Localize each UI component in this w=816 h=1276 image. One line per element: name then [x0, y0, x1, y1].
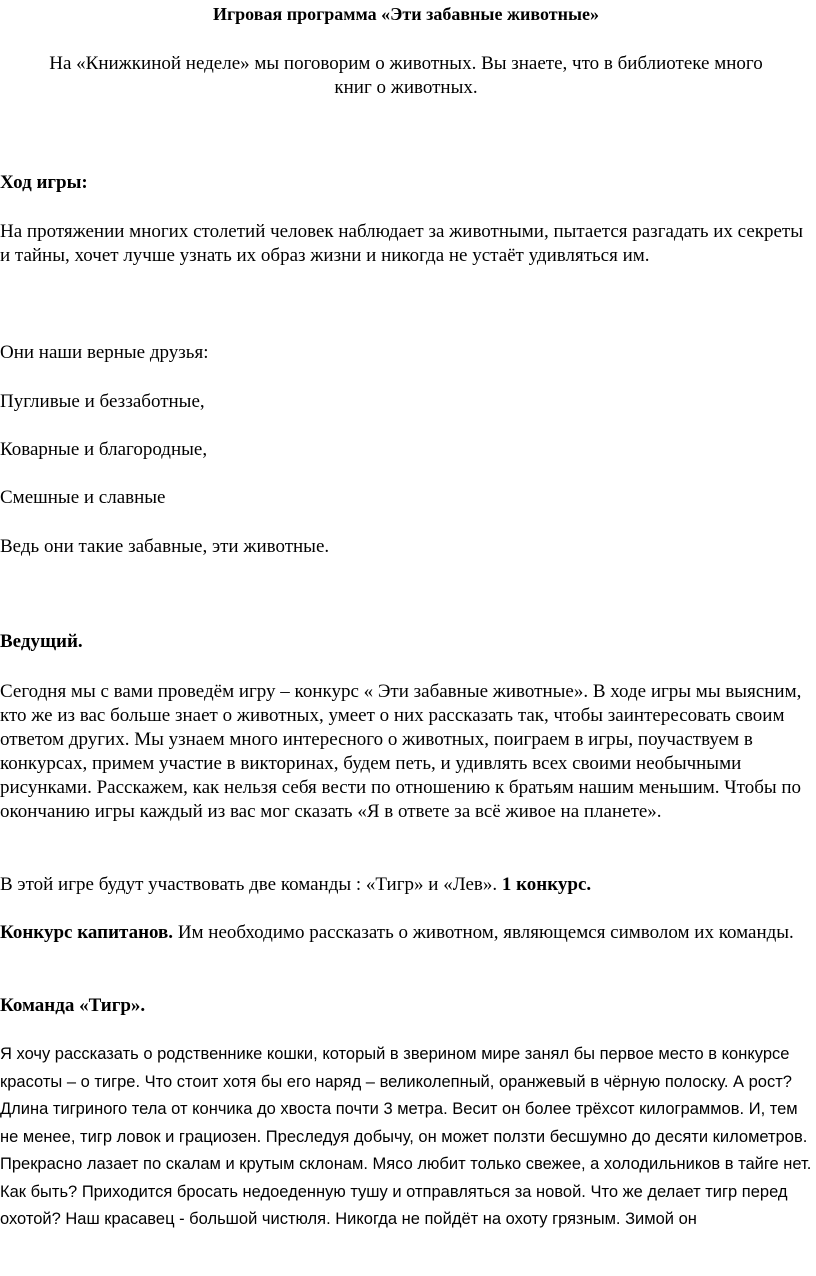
teams-text: В этой игре будут участвовать две команды : «Тигр» и «Лев».: [0, 874, 502, 895]
heading-host-text: Ведущий.: [0, 631, 83, 652]
paragraph-host: Сегодня мы с вами проведём игру – конкурс « Эти забавные животные». В ходе игры мы выясним, кто же из вас больше знает о животных, умеет о них рассказать так, чтобы заинтересовать своим ответом других. Мы узнаем много интересного о животных, поиграем в игры, поучаствуем в конкурсах, примем участие в викторинах, будем петь, и удивлять всех своими необычными рисунками. Расскажем, как нельзя себя вести по отношению к братьям нашим меньшим. Чтобы по окончанию игры каждый из вас мог сказать «Я в ответе за всё живое на планете».: [0, 681, 802, 822]
heading-host: [0, 630, 812, 654]
captains-text: Им необходимо рассказать о животном, являющемся символом их команды.: [173, 922, 794, 943]
poem-line-5: Ведь они такие забавные, эти животные.: [0, 536, 330, 557]
captains-contest-label: Конкурс капитанов.: [0, 922, 174, 943]
heading-game-flow-text: Ход игры:: [0, 172, 88, 193]
poem-line-1: Они наши верные друзья:: [0, 342, 209, 363]
contest-1-label: 1 конкурс.: [501, 874, 592, 895]
document-title: Игровая программа «Эти забавные животные»: [213, 4, 599, 24]
heading-team-tiger: [0, 994, 812, 1018]
paragraph-teams: [0, 873, 812, 897]
poem-line-2: Пугливые и беззаботные,: [0, 391, 205, 412]
paragraph-captains: [0, 921, 812, 945]
heading-team-tiger-text: Команда «Тигр».: [0, 995, 146, 1016]
poem-line-3: Коварные и благородные,: [0, 439, 208, 460]
tiger-story: Я хочу рассказать о родственнике кошки, который в зверином мире занял бы первое место в конкурсе красоты – о тигре. Что стоит хотя бы его наряд – великолепный, оранжевый в чёрную полоску. А рост? Длина тигриного тела от кончика до хвоста почти 3 метра. Весит он более трёхсот килограммов. И, тем не менее, тигр ловок и грациозен. Преследуя добычу, он может ползти бесшумно до десяти километров. Прекрасно лазает по скалам и крутым склонам. Мясо любит только свежее, а холодильников в тайге нет. Как быть? Приходится бросать недоеденную тушу и отправляться за новой. Что же делает тигр перед охотой? Наш красавец - большой чистюля. Никогда не пойдёт на охоту грязным. Зимой он: [0, 1045, 812, 1228]
poem-line-4: Смешные и славные: [0, 487, 166, 508]
intro-paragraph: [0, 52, 812, 100]
heading-game-flow: [0, 171, 812, 195]
intro-line-1: На «Книжкиной неделе» мы поговорим о животных. Вы знаете, что в библиотеке много: [49, 53, 763, 74]
paragraph-observation: На протяжении многих столетий человек наблюдает за животными, пытается разгадать их секреты и тайны, хочет лучше узнать их образ жизни и никогда не устаёт удивляться им.: [0, 221, 803, 266]
intro-line-2: книг о животных.: [334, 77, 478, 98]
